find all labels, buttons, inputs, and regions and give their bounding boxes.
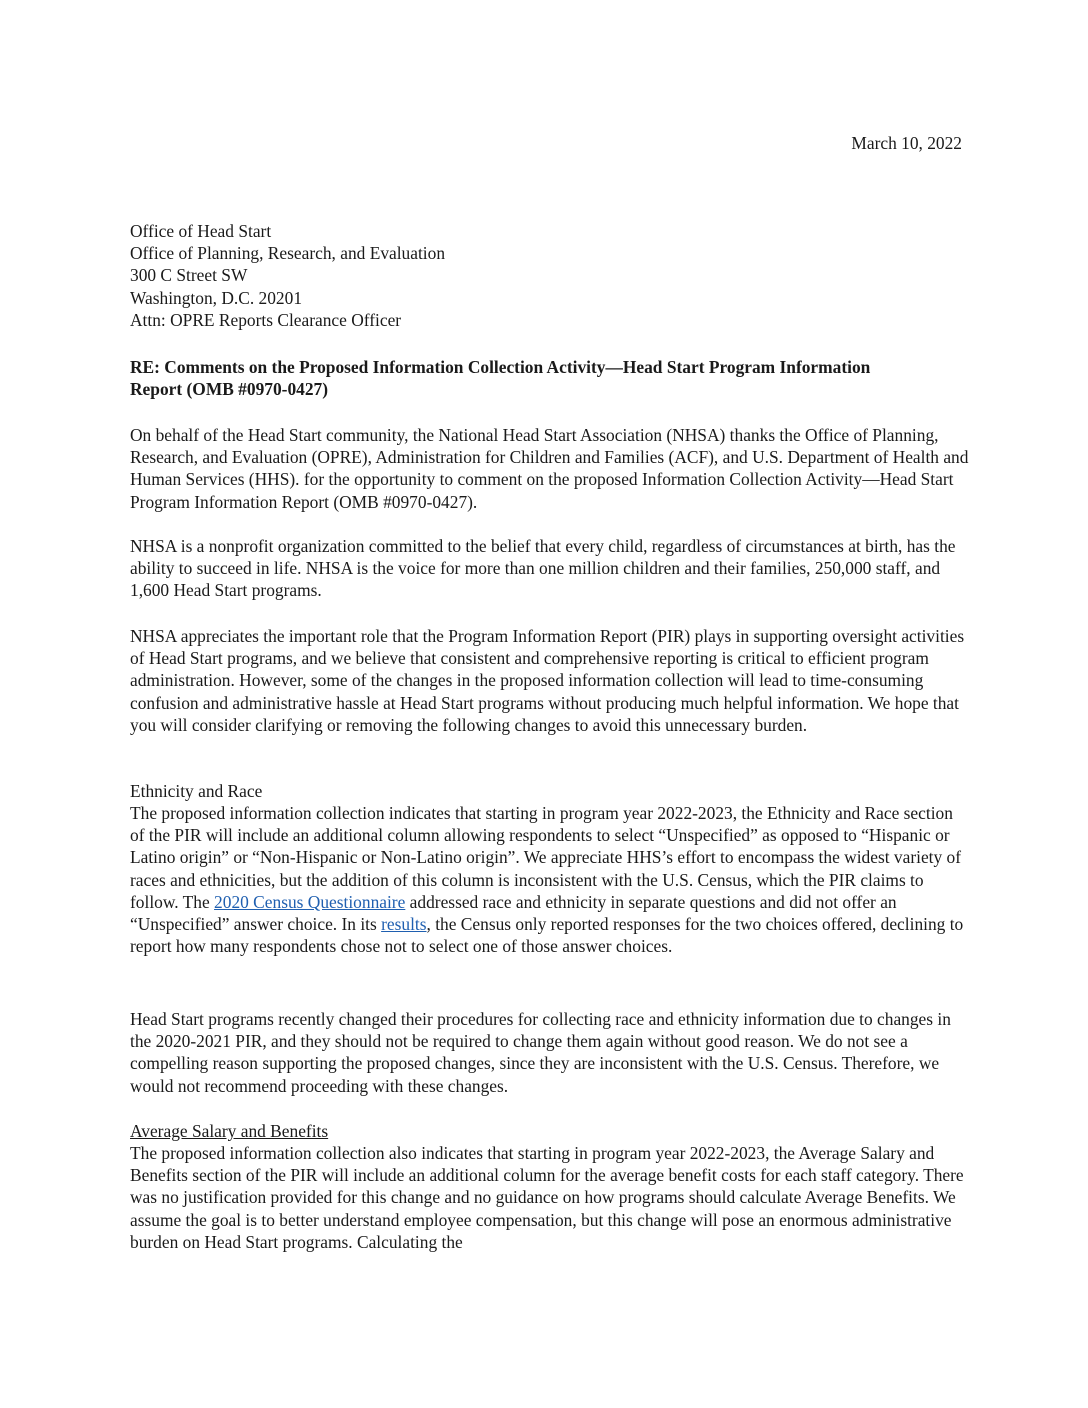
address-line: Washington, D.C. 20201 — [130, 287, 303, 308]
census-results-link[interactable]: results — [381, 914, 427, 935]
address-line: Office of Head Start — [130, 221, 272, 241]
ethnicity-text: , the Census only reported responses for the two choices offered, declining to report how many respondents chose not to select one of those answer choices. — [130, 914, 964, 957]
intro-paragraph: On behalf of the Head Start community, the National Head Start Association (NHSA) thanks the Office of Planning, Research, and Evaluation (OPRE), Administration for Children and Families (ACF), and U.S. Department of Health and Human Services (HHS). for the opportunity to comment on the proposed Information Collection Activity—Head Start Program Information Report (OMB #0970-0427). — [130, 425, 969, 512]
salary-heading: Average Salary and Benefits — [130, 1121, 329, 1141]
ethnicity-followup-paragraph: Head Start programs recently changed their procedures for collecting race and ethnicity information due to changes in the 2020-2021 PIR, and they should not be required to change them again without good reason. We do not see a compelling reason supporting the proposed changes, since they are inconsistent with the U.S. Census. Therefore, we would not recommend proceeding with these changes. — [130, 1009, 951, 1096]
ethnicity-text: addressed race and ethnicity in separate questions and did not offer an “Unspecified” answer choice. In its — [130, 891, 897, 935]
subject-line: RE: Comments on the Proposed Information Collection Activity—Head Start Program Information Report (OMB #0970-0427) — [130, 357, 871, 400]
letter-date: March 10, 2022 — [851, 133, 962, 153]
address-line: 300 C Street SW — [130, 265, 248, 286]
recipient-address — [130, 220, 445, 331]
census-questionnaire-link[interactable]: 2020 Census Questionnaire — [214, 891, 406, 912]
ethnicity-paragraph — [130, 802, 970, 957]
ethnicity-heading: Ethnicity and Race — [130, 781, 263, 801]
salary-paragraph: The proposed information collection also indicates that starting in program year 2022-2023, the Average Salary and Benefits section of the PIR will include an additional column for the average benefit costs for each staff category. There was no justification provided for this change and no guidance on how programs should calculate Average Benefits. We assume the goal is to better understand employee compensation, but this change will pose an enormous administrative burden on Head Start programs. Calculating the — [130, 1143, 964, 1252]
about-paragraph: NHSA is a nonprofit organization committed to the belief that every child, regardless of circumstances at birth, has the ability to succeed in life. NHSA is the voice for more than one million children and their families, 250,000 staff, and 1,600 Head Start programs. — [130, 536, 956, 601]
address-line: Office of Planning, Research, and Evaluation — [130, 243, 446, 264]
address-line: Attn: OPRE Reports Clearance Officer — [130, 309, 402, 330]
appreciation-paragraph: NHSA appreciates the important role that the Program Information Report (PIR) plays in supporting oversight activities of Head Start programs, and we believe that consistent and comprehensive reporting is critical to efficient program administration. However, some of the changes in the proposed information collection will lead to time-consuming confusion and administrative hassle at Head Start programs without producing much helpful information. We hope that you will consider clarifying or removing the following changes to avoid this unnecessary burden. — [130, 626, 965, 735]
ethnicity-text: The proposed information collection indicates that starting in program year 2022-2023, the Ethnicity and Race section of the PIR will include an additional column allowing respondents to select “Unspecified” as opposed to “Hispanic or Latino origin” or “Non-Hispanic or Non-Latino origin”. We appreciate HHS’s effort to encompass the widest variety of races and ethnicities, but the addition of this column is inconsistent with the U.S. Census, which the PIR claims to follow. The — [130, 803, 962, 912]
